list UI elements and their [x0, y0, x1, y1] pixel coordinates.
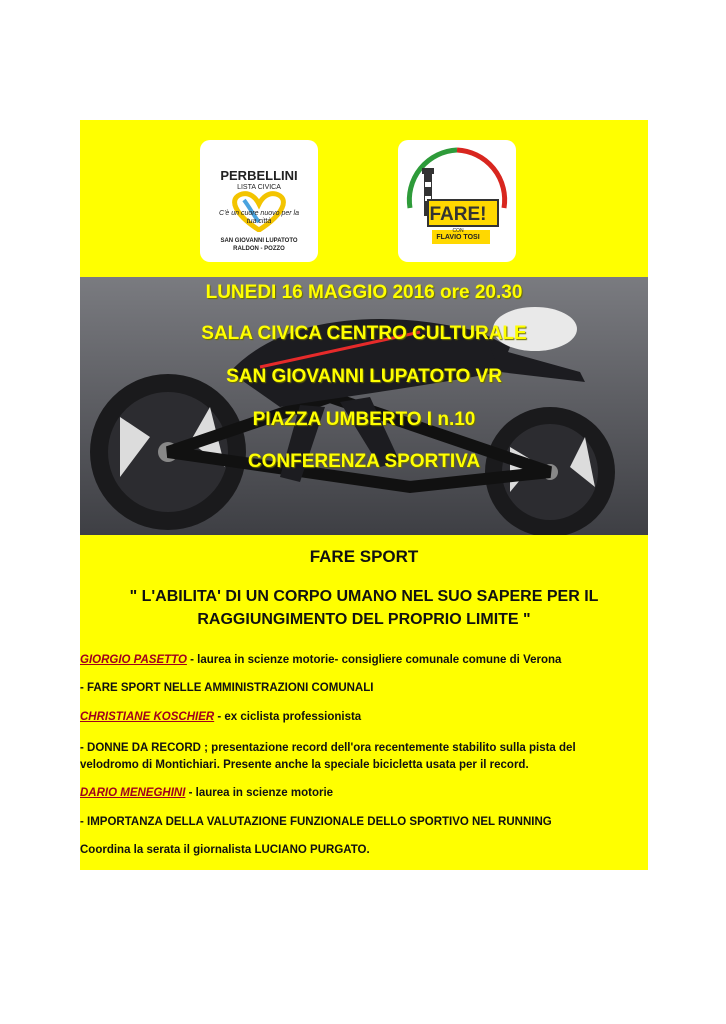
fare-logo: [398, 140, 516, 262]
logo-name: PERBELLINI: [220, 168, 298, 183]
headline-venue: SALA CIVICA CENTRO CULTURALE: [201, 323, 527, 344]
logo-sub: LISTA CIVICA: [237, 184, 281, 191]
speaker-1-name: GIORGIO PASETTO: [80, 654, 187, 666]
cyclist-photo: [80, 277, 648, 535]
quote-line-2: RAGGIUNGIMENTO DEL PROPRIO LIMITE ": [197, 611, 531, 628]
program-topic-2-line-1: - DONNE DA RECORD ; presentazione record dell'ora recentemente stabilito sulla pista del: [80, 742, 576, 754]
program-topic-3: - IMPORTANZA DELLA VALUTAZIONE FUNZIONALE DELLO SPORTIVO NEL RUNNING: [80, 816, 552, 828]
perbellini-logo: [200, 140, 318, 262]
program-speaker-1: [80, 654, 640, 666]
headline-date: LUNEDI 16 MAGGIO 2016 ore 20.30: [205, 282, 523, 303]
speaker-3-desc: - laurea in scienze motorie: [185, 787, 334, 799]
speaker-2-name: CHRISTIANE KOSCHIER: [80, 711, 215, 723]
speaker-3-name: DARIO MENEGHINI: [80, 787, 186, 799]
program-closing: Coordina la serata il giornalista LUCIANO PURGATO.: [80, 844, 370, 856]
event-poster: [80, 120, 648, 870]
logo-places: RALDON - POZZO: [233, 246, 285, 252]
program-topic-2-line-2: velodromo di Montichiari. Presente anche la speciale bicicletta usata per il record.: [80, 759, 529, 771]
headline-event: CONFERENZA SPORTIVA: [247, 451, 481, 472]
logo-town: SAN GIOVANNI LUPATOTO: [220, 238, 298, 244]
program-speaker-2: [80, 711, 640, 723]
headline-town: SAN GIOVANNI LUPATOTO VR: [226, 366, 502, 387]
speaker-1-desc: - laurea in scienze motorie- consigliere comunale comune di Verona: [186, 654, 562, 666]
subtitle: FARE SPORT: [309, 547, 419, 566]
program-speaker-3: [80, 787, 640, 799]
speaker-2-desc: - ex ciclista professionista: [214, 711, 362, 723]
headline-address: PIAZZA UMBERTO I n.10: [252, 409, 476, 430]
quote-line-1: " L'ABILITA' DI UN CORPO UMANO NEL SUO SAPERE PER IL: [129, 588, 599, 605]
cyclist-image: [80, 277, 648, 535]
program-topic-1: - FARE SPORT NELLE AMMINISTRAZIONI COMUNALI: [80, 682, 374, 694]
logo-slogan: C'è un cuore nuovo per la tua città: [219, 210, 299, 225]
fare-con: CON: [452, 228, 464, 234]
fare-name: FARE!: [429, 204, 487, 225]
fare-person: FLAVIO TOSI: [436, 234, 480, 241]
